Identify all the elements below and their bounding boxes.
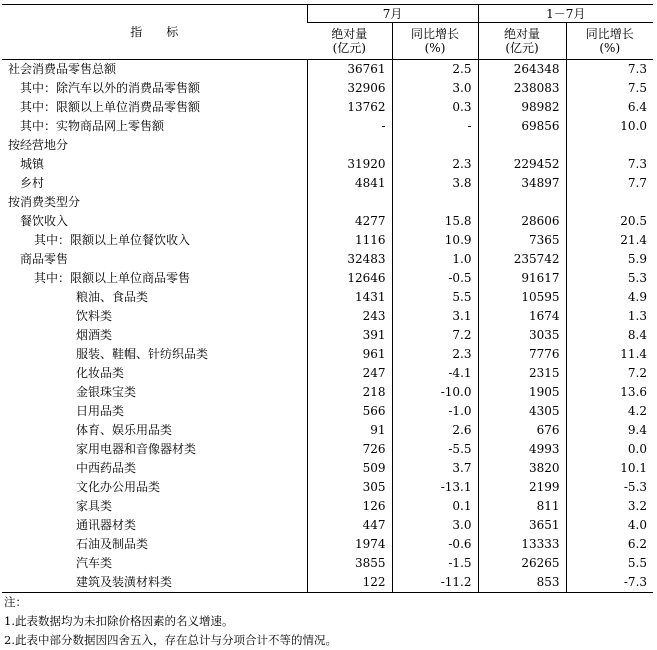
ytd-abs-value: 28606 — [478, 212, 566, 231]
footnote-2: 2.此表中部分数据因四舍五入，存在总计与分项合计不等的情况。 — [4, 633, 337, 647]
ytd-abs-value: 91617 — [478, 269, 566, 288]
ytd-abs-value: 3035 — [478, 326, 566, 345]
month-abs-label: 绝对量 — [331, 27, 368, 41]
month-abs-value: 13762 — [307, 98, 392, 117]
retail-sales-table — [2, 4, 653, 593]
table-row — [2, 136, 653, 155]
row-label: 日用品类 — [76, 404, 125, 418]
ytd-abs-header — [478, 23, 566, 60]
row-label: 城镇 — [20, 157, 45, 171]
row-label: 汽车类 — [76, 556, 113, 570]
month-yoy-value: 0.1 — [392, 497, 478, 516]
ytd-abs-value: 264348 — [478, 60, 566, 80]
month-yoy-value: 0.3 — [392, 98, 478, 117]
month-abs-value — [307, 136, 392, 155]
table-row — [2, 212, 653, 231]
month-yoy-value: 3.7 — [392, 459, 478, 478]
indicator-header: 指 标 — [2, 5, 307, 60]
ytd-yoy-value: 20.5 — [566, 212, 653, 231]
ytd-abs-value: 13333 — [478, 535, 566, 554]
ytd-abs-value: 1674 — [478, 307, 566, 326]
month-yoy-value: -4.1 — [392, 364, 478, 383]
month-yoy-value: 7.2 — [392, 326, 478, 345]
table-row — [2, 326, 653, 345]
footnote-1: 1.此表数据均为未扣除价格因素的名义增速。 — [4, 614, 234, 628]
month-yoy-value: 3.0 — [392, 516, 478, 535]
ytd-abs-unit: (亿元) — [505, 41, 539, 55]
table-row — [2, 269, 653, 288]
month-yoy-value — [392, 136, 478, 155]
ytd-yoy-value: 5.9 — [566, 250, 653, 269]
ytd-yoy-value: 3.2 — [566, 497, 653, 516]
ytd-yoy-value — [566, 136, 653, 155]
month-abs-value: 126 — [307, 497, 392, 516]
month-abs-value: 32906 — [307, 79, 392, 98]
row-label: 餐饮收入 — [20, 214, 69, 228]
ytd-yoy-unit: (%) — [599, 41, 621, 55]
ytd-yoy-value: 8.4 — [566, 326, 653, 345]
month-abs-value: 36761 — [307, 60, 392, 80]
month-yoy-value: -10.0 — [392, 383, 478, 402]
ytd-yoy-header — [566, 23, 653, 60]
month-yoy-header — [392, 23, 478, 60]
month-yoy-value: 2.6 — [392, 421, 478, 440]
table-row — [2, 383, 653, 402]
ytd-abs-value — [478, 136, 566, 155]
month-abs-value: 122 — [307, 573, 392, 593]
month-abs-value: 243 — [307, 307, 392, 326]
ytd-abs-value: 1905 — [478, 383, 566, 402]
month-abs-unit: (亿元) — [332, 41, 366, 55]
table-row — [2, 345, 653, 364]
month-yoy-value: -5.5 — [392, 440, 478, 459]
table-row — [2, 459, 653, 478]
ytd-yoy-value: 6.4 — [566, 98, 653, 117]
row-label: 按经营地分 — [8, 138, 69, 152]
month-yoy-value: 1.0 — [392, 250, 478, 269]
month-yoy-value: 3.1 — [392, 307, 478, 326]
table-row — [2, 364, 653, 383]
ytd-yoy-value: 10.1 — [566, 459, 653, 478]
ytd-yoy-value: 5.3 — [566, 269, 653, 288]
table-row — [2, 231, 653, 250]
month-abs-value: 391 — [307, 326, 392, 345]
month-yoy-value: -11.2 — [392, 573, 478, 593]
row-label: 服装、鞋帽、针纺织品类 — [76, 347, 209, 361]
month-abs-value: 1116 — [307, 231, 392, 250]
month-abs-value: 91 — [307, 421, 392, 440]
month-abs-value: 4841 — [307, 174, 392, 193]
month-abs-value: 247 — [307, 364, 392, 383]
table-row — [2, 421, 653, 440]
row-label: 建筑及装潢材料类 — [2, 573, 307, 593]
ytd-abs-value: 34897 — [478, 174, 566, 193]
month-yoy-label: 同比增长 — [411, 27, 460, 41]
ytd-yoy-value: 11.4 — [566, 345, 653, 364]
ytd-yoy-value: 7.5 — [566, 79, 653, 98]
ytd-abs-value: 7365 — [478, 231, 566, 250]
month-yoy-value: -0.5 — [392, 269, 478, 288]
month-abs-value: 1431 — [307, 288, 392, 307]
row-label: 按消费类型分 — [8, 195, 81, 209]
month-abs-value: - — [307, 117, 392, 136]
table-row — [2, 117, 653, 136]
table-row — [2, 155, 653, 174]
ytd-abs-value: 4305 — [478, 402, 566, 421]
month-abs-value: 961 — [307, 345, 392, 364]
table-row — [2, 402, 653, 421]
ytd-abs-value: 26265 — [478, 554, 566, 573]
month-abs-value: 305 — [307, 478, 392, 497]
month-abs-value: 31920 — [307, 155, 392, 174]
ytd-abs-value: 229452 — [478, 155, 566, 174]
month-abs-value: 726 — [307, 440, 392, 459]
ytd-abs-value: 10595 — [478, 288, 566, 307]
ytd-yoy-value: 4.9 — [566, 288, 653, 307]
row-label: 社会消费品零售总额 — [8, 62, 117, 76]
table-row — [2, 79, 653, 98]
row-label: 商品零售 — [20, 252, 69, 266]
table-row — [2, 440, 653, 459]
month-abs-value: 218 — [307, 383, 392, 402]
row-label: 石油及制品类 — [76, 537, 149, 551]
month-abs-value: 4277 — [307, 212, 392, 231]
ytd-yoy-value: 4.2 — [566, 402, 653, 421]
footnote-title: 注： — [4, 595, 27, 609]
month-abs-value — [307, 193, 392, 212]
ytd-abs-value: 69856 — [478, 117, 566, 136]
row-label: 体育、娱乐用品类 — [76, 423, 173, 437]
month-abs-header — [307, 23, 392, 60]
month-abs-value: 12646 — [307, 269, 392, 288]
row-label: 乡村 — [20, 176, 45, 190]
month-yoy-value: -13.1 — [392, 478, 478, 497]
month-yoy-value: -0.6 — [392, 535, 478, 554]
table-row — [2, 573, 653, 593]
month-abs-value: 566 — [307, 402, 392, 421]
table-row — [2, 497, 653, 516]
row-label: 其中：除汽车以外的消费品零售额 — [20, 81, 201, 95]
month-abs-value: 509 — [307, 459, 392, 478]
row-label: 家具类 — [76, 499, 113, 513]
month-yoy-value: -1.0 — [392, 402, 478, 421]
row-label: 饮料类 — [76, 309, 113, 323]
month-yoy-value — [392, 193, 478, 212]
ytd-yoy-value: 6.2 — [566, 535, 653, 554]
row-label: 其中：限额以上单位商品零售 — [34, 271, 191, 285]
table-row — [2, 250, 653, 269]
month-yoy-value: 15.8 — [392, 212, 478, 231]
ytd-abs-value: 3820 — [478, 459, 566, 478]
ytd-yoy-value: 0.0 — [566, 440, 653, 459]
month-abs-value: 32483 — [307, 250, 392, 269]
month-abs-value: 447 — [307, 516, 392, 535]
ytd-yoy-value: 21.4 — [566, 231, 653, 250]
ytd-yoy-value: 9.4 — [566, 421, 653, 440]
table-row — [2, 535, 653, 554]
ytd-yoy-value: 7.3 — [566, 60, 653, 80]
ytd-yoy-value: 7.3 — [566, 155, 653, 174]
month-yoy-value: 2.5 — [392, 60, 478, 80]
ytd-yoy-label: 同比增长 — [585, 27, 634, 41]
table-row — [2, 554, 653, 573]
month-yoy-value: -1.5 — [392, 554, 478, 573]
table-row — [2, 98, 653, 117]
row-label: 粮油、食品类 — [76, 290, 149, 304]
row-label: 其中：限额以上单位消费品零售额 — [20, 100, 201, 114]
table-header — [2, 5, 653, 60]
ytd-yoy-value: 4.0 — [566, 516, 653, 535]
table-row — [2, 174, 653, 193]
ytd-abs-value: 2315 — [478, 364, 566, 383]
month-yoy-value: 2.3 — [392, 345, 478, 364]
row-label: 通讯器材类 — [76, 518, 137, 532]
row-label: 金银珠宝类 — [76, 385, 137, 399]
month-yoy-value: 5.5 — [392, 288, 478, 307]
ytd-abs-value: 676 — [478, 421, 566, 440]
row-label: 化妆品类 — [76, 366, 125, 380]
table-row — [2, 60, 653, 80]
ytd-yoy-value: 10.0 — [566, 117, 653, 136]
ytd-abs-label: 绝对量 — [504, 27, 541, 41]
table-row — [2, 478, 653, 497]
ytd-yoy-value: 1.3 — [566, 307, 653, 326]
row-label: 家用电器和音像器材类 — [76, 442, 197, 456]
ytd-abs-value: 2199 — [478, 478, 566, 497]
row-label: 其中：实物商品网上零售额 — [20, 119, 165, 133]
ytd-yoy-value: 7.7 — [566, 174, 653, 193]
footnotes — [4, 593, 337, 650]
ytd-yoy-value: -5.3 — [566, 478, 653, 497]
row-label: 文化办公用品类 — [76, 480, 161, 494]
ytd-abs-value: 811 — [478, 497, 566, 516]
month-yoy-value: 3.8 — [392, 174, 478, 193]
month-yoy-value: 2.3 — [392, 155, 478, 174]
ytd-abs-value: 238083 — [478, 79, 566, 98]
ytd-abs-value: 4993 — [478, 440, 566, 459]
ytd-yoy-value: 7.2 — [566, 364, 653, 383]
row-label: 中西药品类 — [76, 461, 137, 475]
table-body — [2, 60, 653, 593]
month-abs-value: 3855 — [307, 554, 392, 573]
ytd-abs-value: 7776 — [478, 345, 566, 364]
month-yoy-value: 10.9 — [392, 231, 478, 250]
month-abs-value: 1974 — [307, 535, 392, 554]
ytd-yoy-value — [566, 193, 653, 212]
table-row — [2, 288, 653, 307]
month-yoy-value: - — [392, 117, 478, 136]
ytd-abs-value: 98982 — [478, 98, 566, 117]
month-period-header: 7月 — [307, 5, 478, 23]
row-label: 烟酒类 — [76, 328, 113, 342]
table-row — [2, 307, 653, 326]
ytd-yoy-value: -7.3 — [566, 573, 653, 593]
ytd-yoy-value: 13.6 — [566, 383, 653, 402]
ytd-abs-value: 235742 — [478, 250, 566, 269]
row-label: 其中：限额以上单位餐饮收入 — [34, 233, 191, 247]
ytd-yoy-value: 5.5 — [566, 554, 653, 573]
table-row — [2, 516, 653, 535]
ytd-abs-value: 3651 — [478, 516, 566, 535]
month-yoy-unit: (%) — [424, 41, 446, 55]
table-row — [2, 193, 653, 212]
ytd-abs-value — [478, 193, 566, 212]
ytd-abs-value: 853 — [478, 573, 566, 593]
month-yoy-value: 3.0 — [392, 79, 478, 98]
ytd-period-header: 1－7月 — [478, 5, 653, 23]
